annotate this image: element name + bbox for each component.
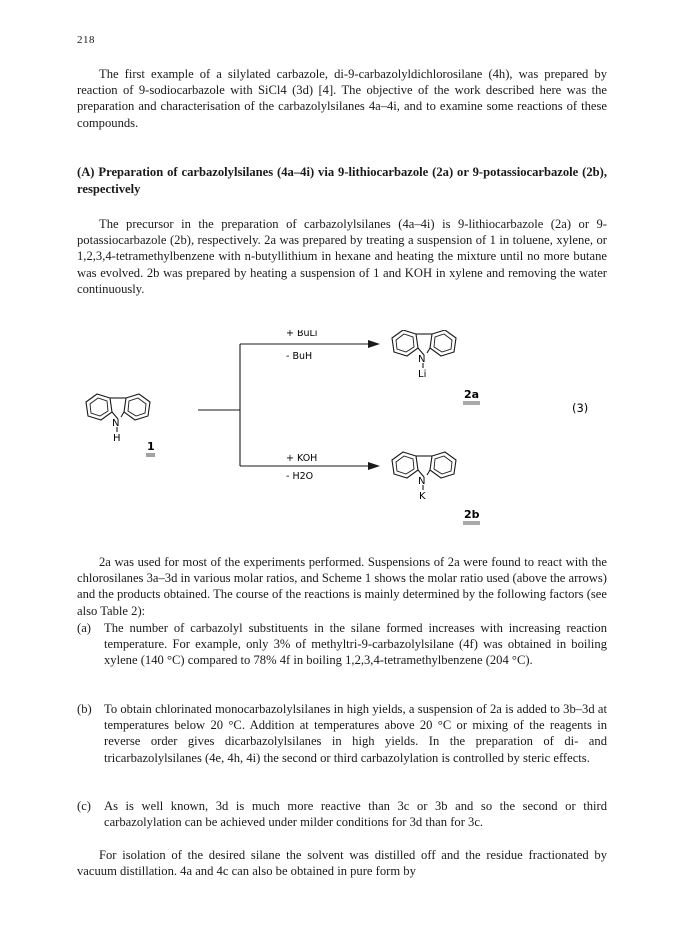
compound-label-1: 1: [147, 440, 155, 453]
section-heading: (A) Preparation of carbazolylsilanes (4a–4i) via 9-lithiocarbazole (2a) or 9-potassiocarbazole (2b), respectively: [77, 165, 607, 196]
list-label-b: (b): [77, 702, 92, 716]
list-item-a: [77, 620, 607, 669]
atom-n-2a: N: [418, 354, 426, 365]
equation-number: (3): [572, 401, 589, 415]
reagent-h2o: - H2O: [286, 471, 314, 482]
reagent-buh: - BuH: [286, 351, 313, 362]
reagent-buli: + BuLi: [286, 330, 318, 339]
closing-paragraph: For isolation of the desired silane the solvent was distilled off and the residue fractionated by vacuum distillation. 4a and 4c can also be obtained in pure form by: [77, 848, 607, 879]
precursor-paragraph: The precursor in the preparation of carbazolylsilanes (4a–4i) is 9-lithiocarbazole (2a) or 9-potassiocarbazole (2b), respectively. 2a was prepared by treating a suspension of 1 in toluene, xylene, or 1,2,3,4-tetramethylbenzene with n-butyllithium in hexane and heating the mixture until no more butane was evolved. 2b was prepared by heating a suspension of 1 and KOH in xylene and removing the water continuously.: [77, 217, 607, 296]
list-text-a: The number of carbazolyl substituents in the silane formed increases with increasing reaction temperature. For example, only 3% of methyltri-9-carbazolylsilane (4f) was obtained in boiling xylene (140 °C) compared to 78% 4f in boiling 1,2,3,4-tetramethylbenzene (204 °C).: [104, 621, 607, 668]
list-item-c: [77, 798, 607, 830]
bottom-arrowhead: [368, 462, 380, 470]
list-text-c: As is well known, 3d is much more reactive than 3c or 3b and so the second or third carbazolylation can be achieved under milder conditions for 3d than for 3c.: [104, 799, 607, 830]
compound-label-2a: 2a: [464, 388, 480, 401]
intro-paragraph: The first example of a silylated carbazole, di-9-carbazolyldichlorosilane (4h), was prepared by reaction of 9-sodiocarbazole with SiCl4 (3d) [4]. The objective of the work described here was the preparation and characterisation of the carbazolylsilanes 4a–4i, and to examine some reactions of these compounds.: [77, 67, 607, 130]
compound-label-2b: 2b: [464, 508, 480, 521]
page-number: 218: [77, 34, 95, 46]
results-paragraph: 2a was used for most of the experiments performed. Suspensions of 2a were found to react with the chlorosilanes 3a–3d in various molar ratios, and Scheme 1 shows the molar ratio used (above the arrows) and the products obtained. The course of the reactions is mainly determined by the following factors (see also Table 2):: [77, 555, 607, 618]
reaction-scheme: [0, 330, 680, 530]
atom-h-1: H: [113, 433, 121, 444]
scheme-svg: [0, 330, 680, 530]
reagent-koh: + KOH: [286, 453, 318, 464]
atom-li-2a: Li: [418, 369, 427, 380]
atom-n-2b: N: [418, 476, 426, 487]
list-text-b: To obtain chlorinated monocarbazolylsilanes in high yields, a suspension of 2a is added to 3b–3d at temperatures below 20 °C. Addition at temperatures above 20 °C or mixing of the reagents in reverse order gives dicarbazolylsilanes in high yields. In the preparation of di- and tricarbazolylsilanes (4e, 4h, 4i) the second or third carbazolylation is controlled by steric effects.: [104, 702, 607, 765]
top-arrowhead: [368, 340, 380, 348]
list-label-c: (c): [77, 799, 91, 813]
atom-n-1: N: [112, 418, 120, 429]
list-label-a: (a): [77, 621, 91, 635]
atom-k-2b: K: [419, 491, 426, 502]
list-item-b: [77, 701, 607, 766]
